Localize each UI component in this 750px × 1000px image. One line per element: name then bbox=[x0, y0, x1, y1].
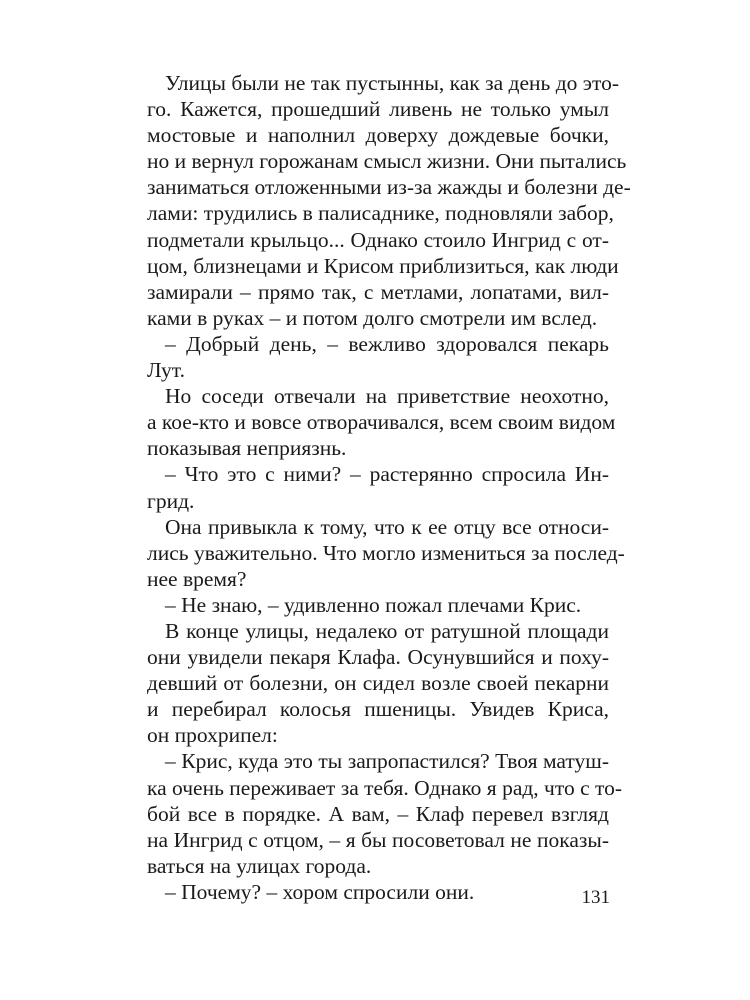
text-line: на Ингрид с отцом, – я бы посоветовал не показы- bbox=[147, 827, 609, 852]
text-line: грид. bbox=[147, 488, 195, 513]
text-line: он прохрипел: bbox=[147, 723, 278, 748]
text-line: а кое-кто и вовсе отворачивался, всем своим видом bbox=[147, 410, 616, 435]
text-line: лись уважительно. Что могло измениться за послед- bbox=[147, 540, 625, 565]
text-line: – Не знаю, – удивленно пожал плечами Крис. bbox=[165, 592, 582, 617]
text-line: – Крис, куда это ты запропастился? Твоя матуш- bbox=[165, 749, 609, 774]
text-line: мостовые и наполнил доверху дождевые бочки, bbox=[147, 123, 609, 148]
text-line: го. Кажется, прошедший ливень не только умыл bbox=[147, 97, 609, 122]
text-line: – Что это с ними? – растерянно спросила Ин- bbox=[165, 462, 609, 487]
text-line: – Почему? – хором спросили они. bbox=[165, 879, 475, 904]
text-line: лами: трудились в палисаднике, подновляли забор, bbox=[147, 201, 614, 226]
text-line: Она привыкла к тому, что к ее отцу все относи- bbox=[165, 514, 609, 539]
text-line: – Добрый день, – вежливо здоровался пекарь bbox=[165, 331, 609, 356]
text-line: Улицы были не так пустынны, как за день до это- bbox=[165, 71, 620, 95]
text-line: замирали – прямо так, с метлами, лопатами, вил- bbox=[147, 279, 609, 304]
text-line: но и вернул горожанам смысл жизни. Они пытались bbox=[147, 149, 627, 174]
body-text bbox=[147, 70, 631, 905]
text-line: Лут. bbox=[147, 358, 185, 383]
text-line: ка очень переживает за тебя. Однако я рад, что с то- bbox=[147, 775, 623, 800]
text-line: показывая неприязнь. bbox=[147, 436, 347, 461]
text-line: заниматься отложенными из-за жажды и болезни де- bbox=[147, 175, 631, 200]
text-line: и перебирал колосья пшеницы. Увидев Криса, bbox=[147, 697, 609, 722]
text-line: Но соседи отвечали на приветствие неохотно, bbox=[165, 384, 609, 409]
text-line: ками в руках – и потом долго смотрели им вслед. bbox=[147, 305, 598, 330]
text-line: они увидели пекаря Клафа. Осунувшийся и поху- bbox=[147, 645, 609, 670]
text-line: цом, близнецами и Крисом приблизиться, как люди bbox=[147, 253, 619, 278]
text-line: девший от болезни, он сидел возле своей пекарни bbox=[147, 671, 609, 696]
text-line: подметали крыльцо... Однако стоило Ингрид с от- bbox=[147, 227, 609, 252]
text-line: бой все в порядке. А вам, – Клаф перевел взгляд bbox=[147, 801, 609, 826]
text-line: В конце улицы, недалеко от ратушной площади bbox=[165, 618, 609, 643]
page-number: 131 bbox=[581, 887, 610, 908]
text-line: ваться на улицах города. bbox=[147, 853, 372, 878]
text-line: нее время? bbox=[147, 566, 247, 591]
